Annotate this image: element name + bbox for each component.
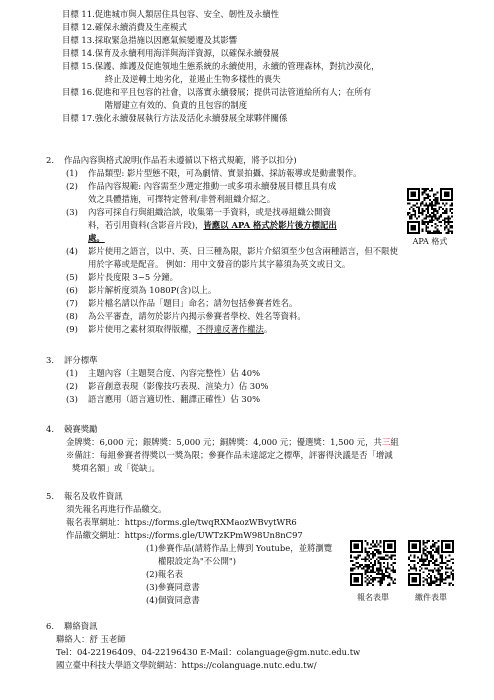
registration-qr-label: 報名表單 bbox=[357, 593, 389, 602]
goal-11: 目標 11. 促進城市與人類居住具包容、安全、韌性及永續性 bbox=[62, 9, 279, 19]
scoring-item: (2) 影音創意表現（影像技巧表現、渲染力）佔 30% bbox=[66, 381, 269, 391]
registration-qr-code[interactable] bbox=[350, 540, 396, 586]
goal-14: 目標 14. 保育及永續利用海洋與海洋資源，以確保永續發展 bbox=[62, 48, 279, 58]
section-awards bbox=[46, 423, 476, 475]
submission-item-3: (3)參賽同意書 bbox=[146, 582, 200, 592]
section-2-title: 2. 作品內容與格式說明(作品若未遵循以下格式規範，將予以扣分) bbox=[46, 155, 297, 165]
registration-qr-svg bbox=[350, 540, 396, 586]
award-amounts: 金牌獎：6,000 元；銀牌獎：5,000 元；銅牌獎：4,000 元；優選獎：1,500 元，共三組 bbox=[66, 437, 399, 447]
format-item-4: (4) 影片使用之語言，以中、英、日三種為限，影片介紹須至少包含兩種語言，但不限使 用於字幕或是配音。 例如：用中文發音的影片其字幕須為英文或日文。 bbox=[66, 246, 398, 269]
goal-16: 目標 16. 促進和平且包容的社會，以落實永續發展；提供司法管道給所有人；在所有 階層建立有效的、負責的且包容的制度 bbox=[62, 87, 372, 110]
submission-item-1-cont: 權限設定為"不公開") bbox=[158, 556, 236, 566]
format-item-6: (6) 影片解析度須為 1080P(含)以上。 bbox=[66, 285, 217, 295]
apa-qr-label: APA 格式 bbox=[412, 237, 448, 246]
submission-item-4: (4)個資同意書 bbox=[146, 595, 200, 605]
contact-website[interactable]: 國立臺中科技大學語文學院網站：https://colanguage.nutc.edu.tw/ bbox=[56, 660, 317, 670]
submission-qr-code[interactable] bbox=[408, 540, 454, 586]
sdg-goal-list bbox=[62, 8, 482, 125]
award-note: ※備註：每組參賽者得獎以一獎為限；參賽作品未達認定之標準，評審得決議是否「增減 bbox=[66, 450, 393, 460]
goal-12: 目標 12. 確保永續消費及生產模式 bbox=[62, 22, 187, 32]
scoring-item: (1) 主題內容（主題契合度、內容完整性）佔 40% bbox=[66, 368, 261, 378]
section-4-title: 4. 競賽獎勵 bbox=[46, 424, 98, 434]
contact-tel-email[interactable]: Tel：04-22196409、04-22196430 E-Mail：colanguage@gm.nutc.edu.tw bbox=[56, 647, 361, 657]
registration-form-url[interactable]: 報名表單網址：https://forms.gle/twqRXMaozWBvytWR6 bbox=[66, 517, 297, 527]
scoring-item: (3) 語言應用（語言適切性、翻譯正確性）佔 30% bbox=[66, 394, 261, 404]
contact-person: 聯絡人：舒 玉老師 bbox=[56, 634, 126, 644]
award-note-cont: 獎項名額」或「從缺」。 bbox=[72, 463, 160, 473]
section-contact bbox=[46, 620, 476, 672]
format-item-1: (1) 作品類型: 影片型態不限，可為劇情、實景拍攝、採訪報導或是動畫製作。 bbox=[66, 168, 362, 178]
submission-qr-label: 繳件表單 bbox=[415, 593, 447, 602]
format-item-2: (2) 作品內容規範: 內容需至少選定推動一或多項永續發展目標且具有成 效之具體措施，可擇特定營利/非營利組織介紹之。 bbox=[66, 181, 337, 204]
format-item-9: (9) 影片使用之素材須取得版權，不得違反著作權法。 bbox=[66, 324, 273, 334]
apa-qr-svg bbox=[407, 188, 453, 234]
section-3-title: 3. 評分標準 bbox=[46, 355, 98, 365]
goal-13: 目標 13. 採取緊急措施以因應氣候變遷及其影響 bbox=[62, 35, 238, 45]
submission-note: 須先報名再進行作品繳交。 bbox=[66, 504, 167, 514]
format-item-8: (8) 為公平審查，請勿於影片內揭示參賽者學校、姓名等資料。 bbox=[66, 311, 306, 321]
submission-item-2: (2)報名表 bbox=[146, 569, 183, 579]
format-item-3: (3) 內容可採自行與組織洽談，收集第一手資料，或是找尋組織公開資 料，若引用資料(含影音片段)，皆應以 APA 格式於影片後方標記出 處。 bbox=[66, 207, 337, 243]
apa-qr-code[interactable] bbox=[407, 188, 453, 234]
goal-17: 目標 17. 強化永續發展執行方法及活化永續發展全球夥伴關係 bbox=[62, 113, 288, 123]
goal-15: 目標 15. 保護、維護及促進領地生態系統的永續使用，永續的管理森林，對抗沙漠化， 終止及逆轉土地劣化，並遏止生物多樣性的喪失 bbox=[62, 61, 380, 84]
section-5-title: 5. 報名及收件資訊 bbox=[46, 491, 123, 501]
section-6-title: 6. 聯絡資訊 bbox=[46, 621, 98, 631]
format-item-5: (5) 影片長度限 3~5 分鐘。 bbox=[66, 272, 178, 282]
submission-qr-svg bbox=[408, 540, 454, 586]
submission-item-1: (1)參賽作品(請將作品上傳到 Youtube，並將瀏覽 bbox=[146, 543, 333, 553]
format-item-7: (7) 影片檔名請以作品「題目」命名；請勿包括參賽者姓名。 bbox=[66, 298, 298, 308]
submission-form-url[interactable]: 作品繳交網址：https://forms.gle/UWTzKPmW98Un8nC97 bbox=[66, 530, 303, 540]
section-scoring bbox=[46, 354, 476, 406]
